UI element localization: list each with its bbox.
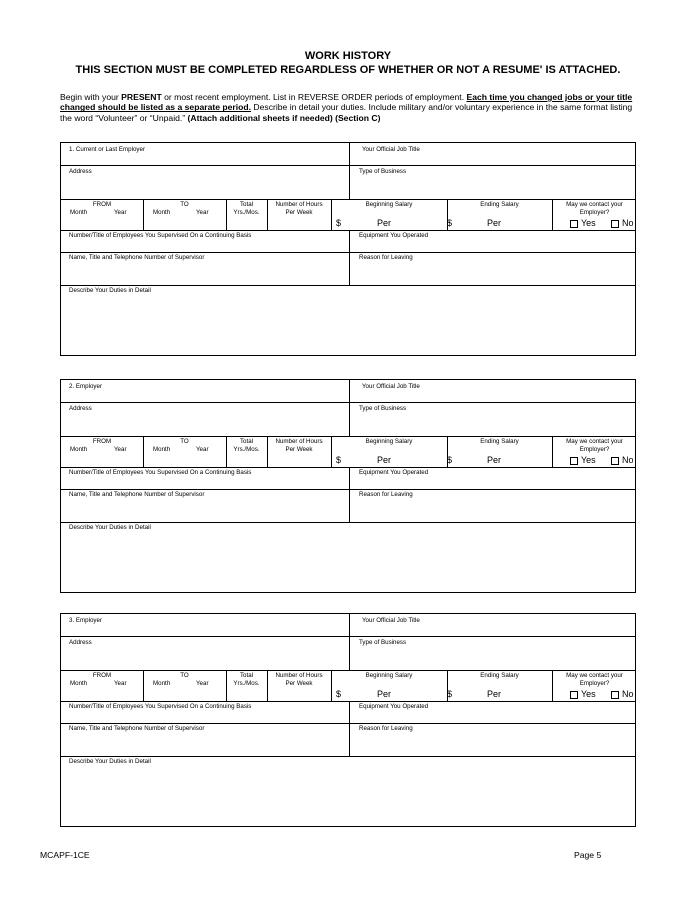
per-label: Per (487, 455, 502, 465)
yrs-mos-label: Yrs./Mos. (233, 680, 260, 687)
address-label: Address (69, 168, 92, 175)
ending-salary-label: Ending Salary (480, 672, 519, 679)
no-checkbox[interactable] (611, 457, 619, 465)
to-year-label: Year (196, 680, 209, 687)
yes-checkbox[interactable] (570, 691, 578, 699)
column-divider (349, 701, 350, 756)
hours-label: Number of Hours (275, 672, 323, 679)
dollar-sign: $ (447, 689, 453, 699)
employer-question-label: Employer? (579, 209, 610, 216)
per-label: Per (377, 455, 392, 465)
yes-label: Yes (581, 455, 596, 465)
from-month-label: Month (70, 446, 88, 453)
employees-supervised-label: Number/Title of Employees You Supervised On a Continuing Basis (69, 469, 252, 476)
beginning-salary-label: Beginning Salary (365, 672, 413, 679)
employer-question-label: Employer? (579, 680, 610, 687)
row-divider (61, 670, 635, 671)
per-week-label: Per Week (285, 209, 313, 216)
total-label: Total (239, 672, 254, 679)
row-divider (61, 522, 635, 523)
page-subtitle: THIS SECTION MUST BE COMPLETED REGARDLESS OF WHETHER OR NOT A RESUME' IS ATTACHED. (75, 64, 621, 76)
job-title-label: Your Official Job Title (362, 617, 420, 624)
row-divider (61, 252, 635, 253)
address-label: Address (69, 639, 92, 646)
employer-question-label: Employer? (579, 446, 610, 453)
per-label: Per (377, 218, 392, 228)
from-month-label: Month (70, 209, 88, 216)
reason-leaving-label: Reason for Leaving (359, 254, 413, 261)
row-divider (61, 165, 635, 166)
employer-label: 1. Current or Last Employer (69, 146, 145, 153)
address-label: Address (69, 405, 92, 412)
per-label: Per (377, 689, 392, 699)
employer-section (60, 379, 636, 593)
per-week-label: Per Week (285, 680, 313, 687)
yes-label: Yes (581, 218, 596, 228)
duties-label: Describe Your Duties in Detail (69, 758, 151, 765)
dollar-sign: $ (336, 455, 342, 465)
yes-label: Yes (581, 689, 596, 699)
beginning-salary-label: Beginning Salary (365, 201, 413, 208)
yrs-mos-label: Yrs./Mos. (233, 446, 260, 453)
total-label: Total (239, 201, 254, 208)
dollar-sign: $ (336, 689, 342, 699)
page-title: WORK HISTORY (304, 50, 392, 62)
no-label: No (622, 455, 634, 465)
supervisor-label: Name, Title and Telephone Number of Supervisor (69, 725, 205, 732)
job-title-label: Your Official Job Title (362, 383, 420, 390)
no-label: No (622, 218, 634, 228)
total-label: Total (239, 438, 254, 445)
hours-label: Number of Hours (275, 438, 323, 445)
to-year-label: Year (196, 446, 209, 453)
hours-label: Number of Hours (275, 201, 323, 208)
employees-supervised-label: Number/Title of Employees You Supervised On a Continuing Basis (69, 232, 252, 239)
business-type-label: Type of Business (359, 639, 407, 646)
supervisor-label: Name, Title and Telephone Number of Supervisor (69, 254, 205, 261)
yes-checkbox[interactable] (570, 220, 578, 228)
to-month-label: Month (153, 680, 171, 687)
contact-label: May we contact your (566, 438, 623, 445)
contact-label: May we contact your (566, 672, 623, 679)
form-id: MCAPF-1CE (40, 850, 90, 860)
row-divider (61, 756, 635, 757)
equipment-label: Equipment You Operated (359, 703, 429, 710)
column-divider (349, 230, 350, 285)
employer-section (60, 613, 636, 827)
beginning-salary-label: Beginning Salary (365, 438, 413, 445)
instructions: Begin with your PRESENT or most recent employment. List in REVERSE ORDER periods of employment. Each time you changed jobs or your title changed should be listed as a separate period. Describe in detail your duties. Include military and/or voluntary experience in the same format listing the word “Volunteer” or “Unpaid.” (Attach additional sheets if needed) (Section C) (60, 92, 633, 123)
no-checkbox[interactable] (611, 691, 619, 699)
duties-label: Describe Your Duties in Detail (69, 524, 151, 531)
to-label: TO (180, 438, 189, 445)
business-type-label: Type of Business (359, 168, 407, 175)
dollar-sign: $ (447, 218, 453, 228)
employer-label: 2. Employer (69, 383, 103, 390)
ending-salary-label: Ending Salary (480, 438, 519, 445)
to-label: TO (180, 201, 189, 208)
row-divider (61, 230, 635, 231)
supervisor-label: Name, Title and Telephone Number of Supervisor (69, 491, 205, 498)
from-label: FROM (92, 201, 112, 208)
dollar-sign: $ (447, 455, 453, 465)
page-number: Page 5 (574, 850, 602, 860)
row-divider (61, 467, 635, 468)
from-year-label: Year (114, 446, 127, 453)
no-label: No (622, 689, 634, 699)
row-divider (61, 436, 635, 437)
row-divider (61, 636, 635, 637)
employer-section (60, 142, 636, 356)
row-divider (61, 723, 635, 724)
per-week-label: Per Week (285, 446, 313, 453)
from-label: FROM (92, 672, 112, 679)
job-title-label: Your Official Job Title (362, 146, 420, 153)
reason-leaving-label: Reason for Leaving (359, 491, 413, 498)
no-checkbox[interactable] (611, 220, 619, 228)
equipment-label: Equipment You Operated (359, 469, 429, 476)
reason-leaving-label: Reason for Leaving (359, 725, 413, 732)
per-label: Per (487, 218, 502, 228)
from-year-label: Year (114, 680, 127, 687)
row-divider (61, 285, 635, 286)
to-year-label: Year (196, 209, 209, 216)
from-label: FROM (92, 438, 112, 445)
ending-salary-label: Ending Salary (480, 201, 519, 208)
column-divider (349, 467, 350, 522)
column-divider (349, 614, 350, 670)
contact-label: May we contact your (566, 201, 623, 208)
row-divider (61, 489, 635, 490)
to-label: TO (180, 672, 189, 679)
business-type-label: Type of Business (359, 405, 407, 412)
to-month-label: Month (153, 209, 171, 216)
to-month-label: Month (153, 446, 171, 453)
dollar-sign: $ (336, 218, 342, 228)
from-month-label: Month (70, 680, 88, 687)
duties-label: Describe Your Duties in Detail (69, 287, 151, 294)
column-divider (349, 143, 350, 199)
per-label: Per (487, 689, 502, 699)
yes-checkbox[interactable] (570, 457, 578, 465)
row-divider (61, 701, 635, 702)
employees-supervised-label: Number/Title of Employees You Supervised On a Continuing Basis (69, 703, 252, 710)
row-divider (61, 199, 635, 200)
from-year-label: Year (114, 209, 127, 216)
row-divider (61, 402, 635, 403)
column-divider (349, 380, 350, 436)
yrs-mos-label: Yrs./Mos. (233, 209, 260, 216)
employer-label: 3. Employer (69, 617, 103, 624)
equipment-label: Equipment You Operated (359, 232, 429, 239)
